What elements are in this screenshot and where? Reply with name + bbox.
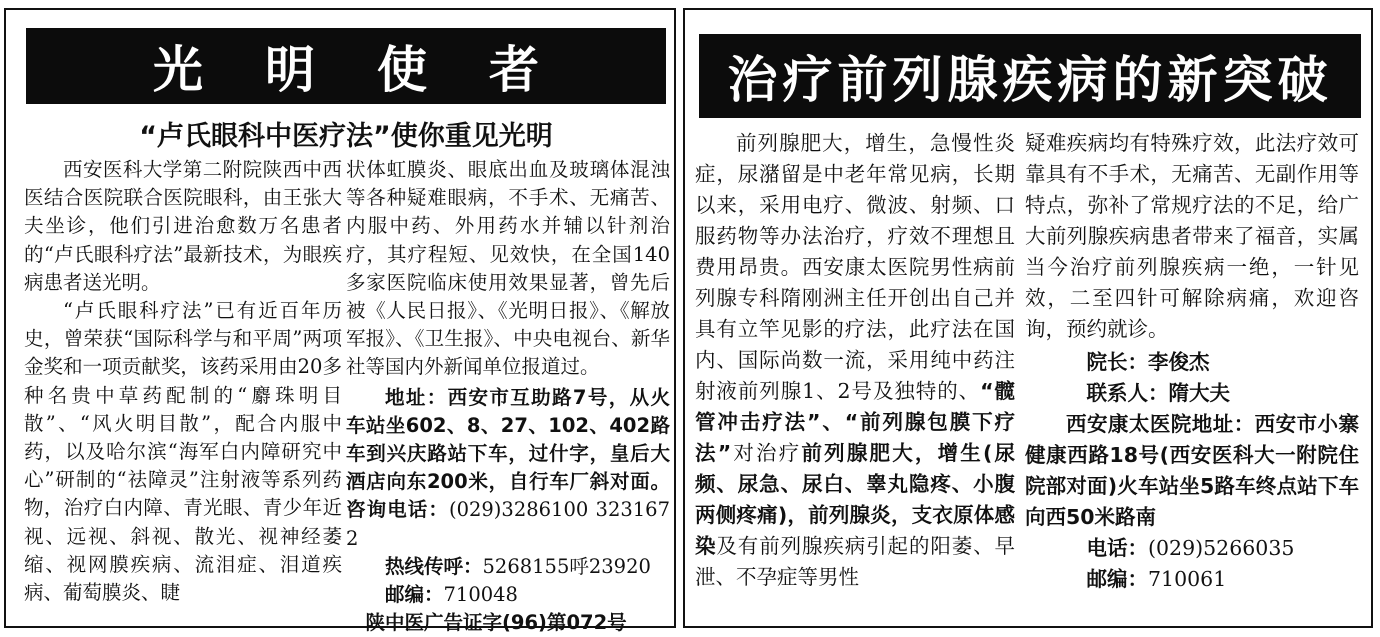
address-text: 西安康太医院地址：西安市小寨健康西路18号(西安医科大一附院住院部对面)火车站坐5路车终点站下车向西50米路南 [1025, 412, 1359, 529]
contact-person: 联系人：隋大夫 [1086, 381, 1230, 405]
body-text: 对治疗 [731, 441, 802, 465]
prostate-clinic-ad [683, 8, 1373, 628]
postcode: 710061 [1148, 567, 1227, 591]
ad-banner: 光明使者 [26, 28, 666, 104]
director-name: 院长：李俊杰 [1086, 350, 1210, 374]
ad-paragraph: 状体虹膜炎、眼底出血及玻璃体混浊等各种疑难眼病，不手术、无痛苦、内服中药、外用药水并辅以针剂治疗，其疗程短、见效快，在全国140多家医院临床使用效果显著，曾先后被《人民日报》、《光明日报》、《解放军报》、《卫生报》、中央电视台、新华社等国内外新闻单位报道过。 [346, 158, 670, 379]
hotline-number: 5268155呼23920 [482, 554, 651, 578]
hotline-label: 热线传呼： [385, 554, 483, 578]
postcode-label: 邮编： [385, 583, 444, 607]
body-text: 及有前列腺疾病引起的阳萎、早泄、不孕症等男性 [695, 534, 1016, 589]
ad-paragraph: 疑难疾病均有特殊疗效，此法疗效可靠具有不手术，无痛苦、无副作用等特点，弥补了常规疗法的不足，给广大前列腺疾病患者带来了福音，实属当今治疗前列腺疾病一绝，一针见效，二至四针可解除病痛，欢迎咨询，预约就诊。 [1025, 131, 1359, 341]
ad-banner: 治疗前列腺疾病的新突破 [699, 34, 1361, 118]
ad-license: 陕中医广告证字(96)第072号 [365, 611, 627, 635]
ad-column-1 [695, 128, 1015, 593]
phone-number: (029)5266035 [1148, 536, 1295, 560]
ad-paragraph [695, 128, 1015, 593]
ad-headline: “卢氏眼科中医疗法”使你重见光明 [139, 121, 553, 152]
phone-label: 电话： [1086, 536, 1148, 560]
body-text: 前列腺肥大，增生，急慢性炎症，尿潴留是中老年常见病，长期以来，采用电疗、微波、射频、口服药物等办法治疗，疗效不理想且费用昂贵。西安康太医院男性病前列腺专科隋刚洲主任开创出自己并具有立竿见影的疗法，此疗法在国内、国际尚数一流，采用纯中药注射液前列腺1、2号及独特的、 [695, 131, 1015, 403]
postcode-label: 邮编： [1086, 567, 1148, 591]
contact-info [346, 384, 670, 637]
phone-number: (029)3286100 3231672 [346, 498, 670, 550]
address-text: 地址：西安市互助路7号，从火车站坐602、8、27、102、402路车到兴庆路站下车，过什字，皇后大酒店向东200米，自行车厂斜对面。咨询电话： [346, 385, 670, 522]
ad-column-2 [346, 156, 670, 637]
ad-paragraph: 西安医科大学第二附院陕西中西医结合医院联合医院眼科，由王张大夫坐诊，他们引进治愈数万名患者的“卢氏眼科疗法”最新技术，为眼疾病患者送光明。 [24, 158, 342, 294]
treated-conditions: 前列腺肥大，增生(尿频、尿急、尿白、睾丸隐疼、小腹两侧疼痛)，前列腺炎，支衣原体感染 [695, 441, 1016, 558]
ad-column-2 [1025, 128, 1359, 595]
ad-column-1 [24, 156, 342, 607]
ad-paragraph: “卢氏眼科疗法”已有近百年历史，曾荣获“国际科学与和平周”两项金奖和一项贡献奖，该药采用由20多种名贵中草药配制的“麝珠明目散”、“风火明目散”，配合内服中药，以及哈尔滨“海军白内障研究中心”研制的“祛障灵”注射液等系列药物，治疗白内障、青光眼、青少年近视、远视、斜视、散光、视神经萎缩、视网膜疾病、流泪症、泪道疾病、葡萄膜炎、睫 [24, 299, 342, 605]
eye-clinic-ad [4, 8, 676, 635]
therapy-names: “髋管冲击疗法”、“前列腺包膜下疗法” [695, 379, 1015, 465]
postcode: 710048 [443, 583, 518, 607]
contact-info [1025, 347, 1359, 595]
